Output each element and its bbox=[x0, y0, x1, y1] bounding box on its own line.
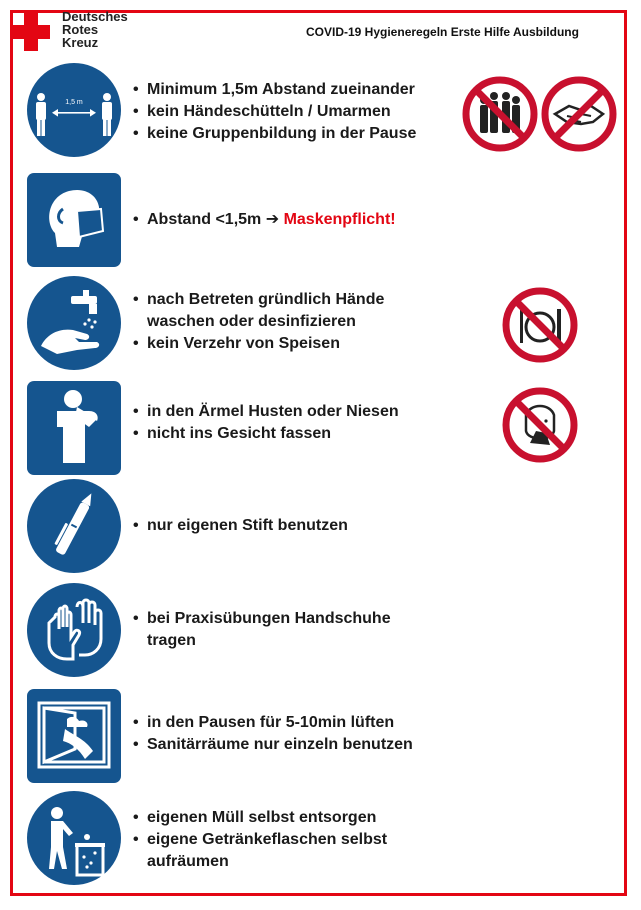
document-title: COVID-19 Hygieneregeln Erste Hilfe Ausbildung bbox=[306, 25, 579, 39]
rule-list-pen bbox=[133, 515, 348, 537]
rule-item: • keine Gruppenbildung in der Pause bbox=[133, 123, 416, 145]
rule-item-continuation: tragen bbox=[147, 632, 196, 649]
pen-icon bbox=[27, 479, 121, 573]
rule-item: • in den Pausen für 5-10min lüften bbox=[133, 712, 413, 734]
rule-item: • in den Ärmel Husten oder Niesen bbox=[133, 401, 399, 423]
rule-item: • eigene Getränkeflaschen selbst bbox=[133, 829, 387, 851]
mask-required-text: Maskenpflicht! bbox=[283, 211, 396, 228]
rule-list-hygiene bbox=[133, 289, 384, 355]
rule-list-ventilation bbox=[133, 712, 413, 756]
logo-line-1: Deutsches bbox=[62, 9, 128, 24]
arrow-icon: ➔ bbox=[265, 211, 280, 228]
distance-label: 1,5 m bbox=[65, 99, 83, 106]
rule-item: • nach Betreten gründlich Hände bbox=[133, 289, 384, 311]
rule-item: • Minimum 1,5m Abstand zueinander bbox=[133, 79, 416, 101]
rule-list-gloves bbox=[133, 608, 391, 652]
open-window-icon bbox=[27, 689, 121, 783]
rule-item: • bei Praxisübungen Handschuhe bbox=[133, 608, 391, 630]
rule-item: • nicht ins Gesicht fassen bbox=[133, 423, 399, 445]
rule-item: • nur eigenen Stift benutzen bbox=[133, 515, 348, 537]
rule-item: • kein Händeschütteln / Umarmen bbox=[133, 101, 416, 123]
rule-item: • kein Verzehr von Speisen bbox=[133, 333, 384, 355]
hand-washing-icon bbox=[27, 276, 121, 370]
cough-into-elbow-icon bbox=[27, 381, 121, 475]
logo-line-2: Rotes bbox=[62, 22, 99, 37]
face-mask-icon bbox=[27, 173, 121, 267]
distance-1-5m-icon bbox=[27, 63, 121, 157]
no-face-touching-icon bbox=[502, 387, 578, 463]
rule-item: • Sanitärräume nur einzeln benutzen bbox=[133, 734, 413, 756]
rule-list-cough bbox=[133, 401, 399, 445]
logo-text bbox=[62, 10, 128, 49]
rule-item-continuation: waschen oder desinfizieren bbox=[147, 313, 356, 330]
no-eating-icon bbox=[502, 287, 578, 363]
rule-item-continuation: aufräumen bbox=[147, 853, 229, 870]
rule-list-distance bbox=[133, 79, 416, 145]
red-cross-icon bbox=[12, 13, 50, 51]
mask-distance-text: Abstand <1,5m bbox=[147, 211, 262, 228]
rule-item-mask bbox=[133, 209, 396, 231]
gloves-icon bbox=[27, 583, 121, 677]
rule-list-mask bbox=[133, 209, 396, 231]
rule-list-waste bbox=[133, 807, 387, 873]
drk-logo bbox=[12, 10, 142, 58]
dispose-waste-icon bbox=[27, 791, 121, 885]
no-group-gathering-icon bbox=[462, 76, 538, 152]
no-handshake-icon bbox=[541, 76, 617, 152]
logo-line-3: Kreuz bbox=[62, 35, 99, 50]
rule-item: • eigenen Müll selbst entsorgen bbox=[133, 807, 387, 829]
